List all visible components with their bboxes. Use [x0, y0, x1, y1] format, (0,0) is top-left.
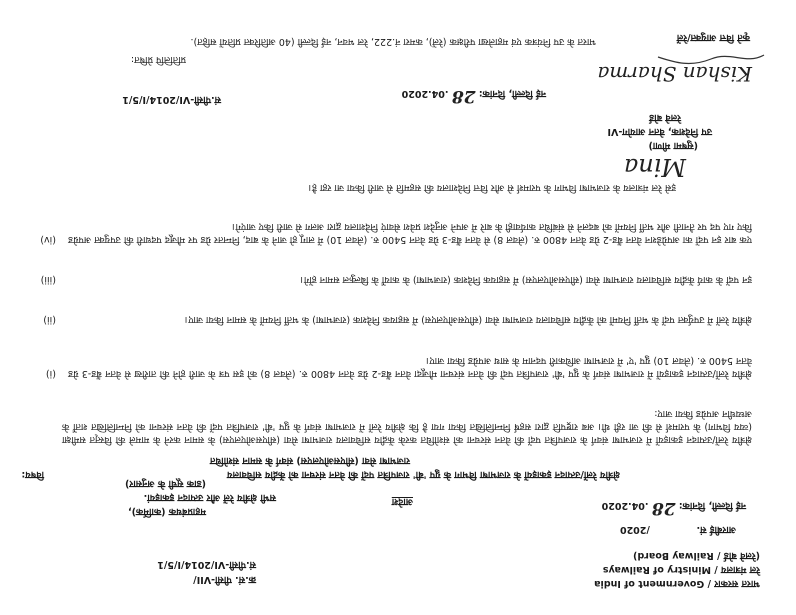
addressee-line1: महाप्रबंधक (कार्मिक),: [128, 506, 206, 517]
item-1-number: (i): [45, 368, 56, 379]
rbe-value: /2020: [619, 524, 650, 535]
date-top-label: नई दिल्ली, दिनांक:: [678, 500, 746, 511]
addressee-line2: सभी क्षेत्रीय रेलें और उत्पादन इकाइयां.: [143, 492, 276, 503]
copy-date-suffix: .04.2020: [401, 88, 449, 99]
subject-label: विषय:: [21, 469, 44, 480]
copy-ref-number: सं.पीसी-VI/2014/I/5/1: [122, 94, 221, 105]
copy-text: भारत के उप नियंत्रक एवं महालेखा परीक्षक (रेलें), कमरा नं.222, रेल भवन, नई दिल्ली (40 अतिरिक्त प्रतियों सहित).: [190, 36, 596, 47]
item-2-text: क्षेत्रीय रेलों में उपर्युक्त पदों के भर्ती नियमों को केंद्रीय सचिवालय राजभाषा सेवा (सीएसओएलएस) में सहायक निदेशक (राजभाषा) के भर्ती नियमों के समान किया जाए।: [184, 314, 752, 325]
subject-line2: राजभाषा सेवा (सीएसओएलएस) संवर्ग के समान संशोधित: [209, 455, 410, 466]
bottom-signatory-title: कृते वित्त आयुक्त/रेलें: [676, 32, 750, 43]
item-4-number: (iv): [40, 234, 56, 245]
order-title: आदेश: [391, 496, 413, 507]
signature-handwritten: Mina: [623, 153, 686, 181]
item-4-text: एक बार इन पदों का अपग्रेडेशन वेतन बैंड-2 ग्रेड वेतन 4800 रु. (लेवल 8) से वेतन बैंड-3 ग्रेड वेतन 5400 रु. (लेवल 10) में लागू हो जाने के बाद, निम्नतर ग्रेड पर मौजूद पदधारी की उपयुक्त अपग्रेड किए गए पद पर तैनाती और भर्ती नियमों को बदलने से संबंधित कार्यवाही के बारे में अपने अनुदेश प्रवेश सेवाएं निदेशालय द्वारा अलग से जारी किए जाएंगे।: [68, 221, 752, 245]
copy-date-label: नई दिल्ली, दिनांक:: [478, 88, 546, 99]
item-1-text: क्षेत्रीय रेलों/उत्पादन इकाइयों में राजभाषा संवर्ग के ग्रुप 'बी' राजपत्रित पदों की वेतन संरचना मौजूदा वेतन बैंड-2 ग्रेड वेतन 4800 रु. (लेवल 8) को इस पत्र के जारी होने की तारीख से वेतन बैंड-3 ग्रेड वेतन 5400 रु. (लेवल 10) ग्रुप 'ए' में राजभाषा अधिकारी पदनाम के साथ अपग्रेड किया जाए।: [68, 355, 752, 379]
copy-date: [402, 84, 546, 107]
rbe-number: [620, 522, 736, 535]
copy-date-handwritten: 28: [451, 86, 476, 106]
signatory-name: (सुषमा मीणा): [648, 140, 698, 151]
bottom-signature-handwritten: Kishan Sharma: [597, 62, 752, 86]
ref-number-english: सं.पीसी-VI/2014/I/5/1: [157, 559, 256, 570]
intro-paragraph: क्षेत्रीय रेलों/उत्पादन इकाइयों में राजभाषा संवर्ग के राजपत्रित पदों की वेतन संरचना को संशोधित करके केंद्रीय सचिवालय राजभाषा सेवा (सीएसओएलएस) के समान करने के मामले की विस्तृत समीक्षा (व्यय विभाग) के परामर्श से की जा रही थी। अब राष्ट्रपति द्वारा सहर्ष निम्नलिखित किया गया है कि क्षेत्रीय रेलों में राजभाषा संवर्ग के ग्रुप 'बी' राजपत्रित पदों की वेतन संरचना को निम्नलिखित शर्तों के अध्यधीन अपग्रेड किया जाए:: [62, 408, 752, 445]
subject-line1: क्षेत्रीय रेलों/उत्पादन इकाइयों के राजभाषा विभाग के ग्रुप 'बी' राजपत्रित पदों की वेतन संरचना को केंद्रीय सचिवालय: [227, 469, 620, 480]
item-3-number: (iii): [40, 274, 56, 285]
signatory-org: रेलवे बोर्ड: [649, 112, 681, 123]
rbe-label: आरबीई सं.: [696, 524, 736, 535]
item-3-text: इन पदों के कार्य केंद्रीय सचिवालय राजभाषा सेवा (सीएसओएलएस) में सहायक निदेशक (राजभाषा) के कार्यों के बिल्कुल समान होंगे।: [300, 274, 752, 285]
signatory-designation: उप निदेशक, वेतन आयोग-VI: [607, 126, 712, 137]
ref-number-hindi: क्र.सं. पीसी-VII/: [193, 574, 256, 585]
addressee-line3: (डाक सूची के अनुसार): [125, 478, 206, 489]
header-board: (रेलवे बोर्ड / Railway Board): [633, 550, 760, 561]
signature-flourish-icon: [656, 49, 766, 67]
date-top-handwritten: 28: [651, 498, 676, 518]
closing-line: इसे रेल मंत्रालय के राजभाषा विभाग के परामर्श से और वित्त निदेशालय की सहमति से जारी किया जा रहा है।: [308, 182, 676, 193]
copy-label: प्रतिलिपि प्रेषित:: [130, 54, 186, 65]
date-top: [602, 496, 746, 519]
date-top-suffix: .04.2020: [601, 500, 649, 511]
item-2-number: (ii): [43, 314, 56, 325]
header-government: भारत सरकार / Government of India: [594, 578, 760, 589]
header-ministry: रेल मंत्रालय / Ministry of Railways: [602, 564, 760, 575]
